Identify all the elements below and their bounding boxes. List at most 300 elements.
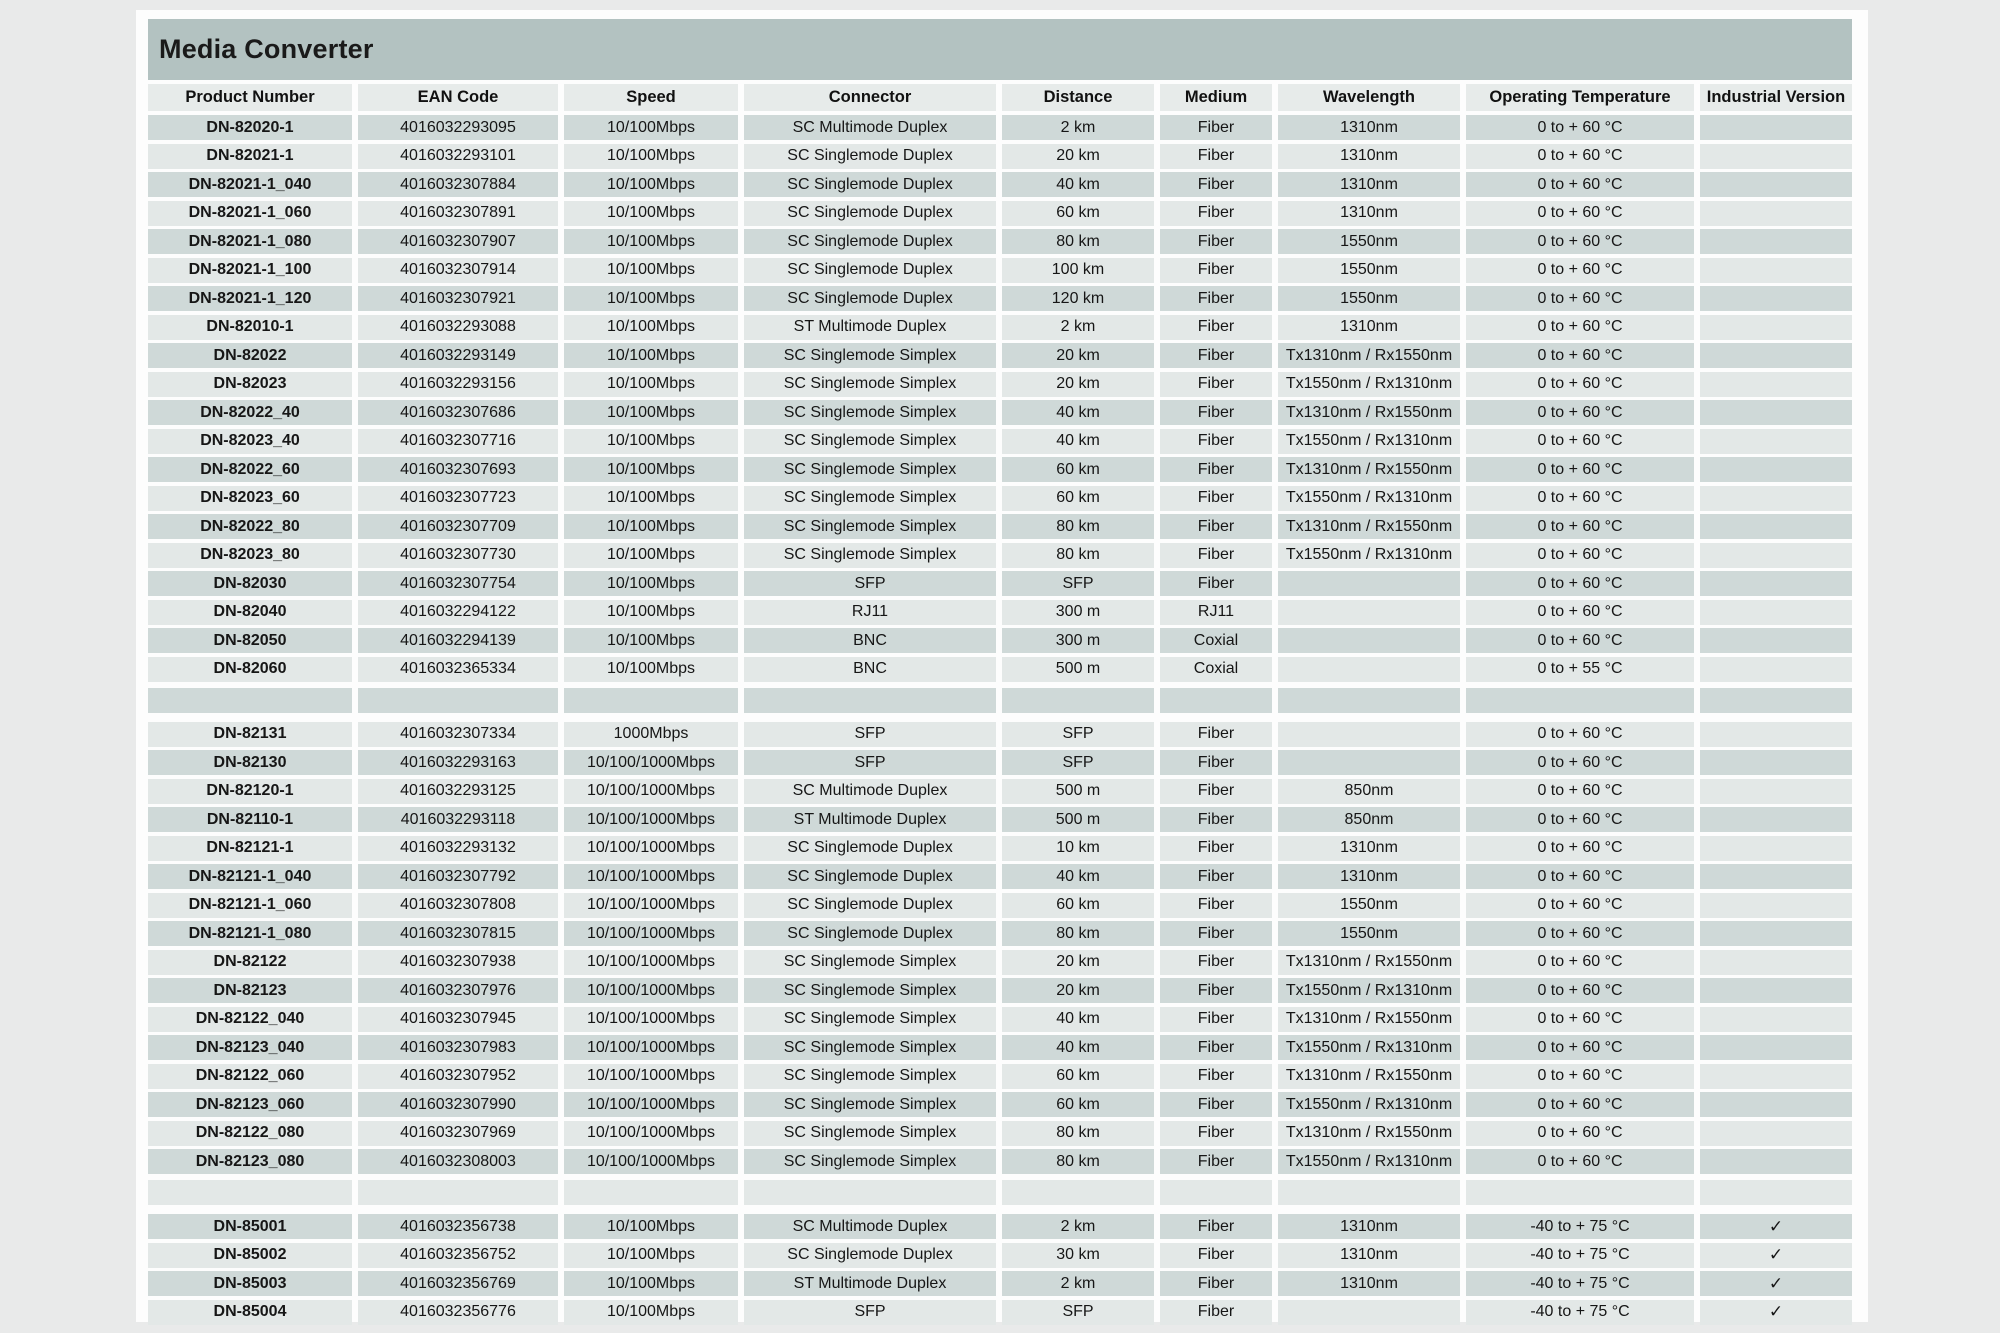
table-cell xyxy=(1700,315,1852,340)
table-cell: 80 km xyxy=(1002,543,1154,568)
table-cell xyxy=(1700,343,1852,368)
table-cell xyxy=(564,1180,738,1205)
table-cell xyxy=(1700,688,1852,713)
table-cell: DN-82021-1_040 xyxy=(148,172,352,197)
table-cell: ST Multimode Duplex xyxy=(744,807,996,832)
table-cell: SC Singlemode Simplex xyxy=(744,486,996,511)
table-row xyxy=(148,950,1852,975)
table-row xyxy=(148,1007,1852,1032)
table-cell: SFP xyxy=(744,750,996,775)
table-cell: 4016032307792 xyxy=(358,864,558,889)
table-cell: 4016032294122 xyxy=(358,600,558,625)
table-cell: 0 to + 60 °C xyxy=(1466,400,1694,425)
table-cell: DN-82023_40 xyxy=(148,429,352,454)
table-cell: 4016032307952 xyxy=(358,1064,558,1089)
table-cell: Fiber xyxy=(1160,1035,1272,1060)
table-row xyxy=(148,836,1852,861)
table-cell xyxy=(1002,688,1154,713)
table-cell: 4016032307808 xyxy=(358,893,558,918)
table-cell: Coxial xyxy=(1160,657,1272,682)
table-cell: 10/100Mbps xyxy=(564,115,738,140)
table-cell: 10/100Mbps xyxy=(564,486,738,511)
table-cell: SC Singlemode Simplex xyxy=(744,1121,996,1146)
table-cell: 10 km xyxy=(1002,836,1154,861)
table-cell: 10/100/1000Mbps xyxy=(564,836,738,861)
table-cell: DN-82122 xyxy=(148,950,352,975)
table-cell: 0 to + 60 °C xyxy=(1466,807,1694,832)
table-row xyxy=(148,486,1852,511)
table-cell: 0 to + 60 °C xyxy=(1466,1035,1694,1060)
table-cell xyxy=(1278,750,1460,775)
table-cell xyxy=(1160,1180,1272,1205)
table-cell: Fiber xyxy=(1160,229,1272,254)
table-cell: 500 m xyxy=(1002,657,1154,682)
table-cell: 0 to + 60 °C xyxy=(1466,750,1694,775)
table-cell: 10/100/1000Mbps xyxy=(564,921,738,946)
table-cell xyxy=(1700,372,1852,397)
table-cell: DN-82010-1 xyxy=(148,315,352,340)
table-cell: DN-82123_080 xyxy=(148,1149,352,1174)
column-header: Connector xyxy=(744,84,996,111)
table-cell: Tx1550nm / Rx1310nm xyxy=(1278,978,1460,1003)
table-cell: 10/100Mbps xyxy=(564,514,738,539)
industrial-version-check-icon: ✓ xyxy=(1700,1214,1852,1239)
table-cell: 0 to + 60 °C xyxy=(1466,144,1694,169)
table-cell: 10/100Mbps xyxy=(564,229,738,254)
table-cell: Fiber xyxy=(1160,1271,1272,1296)
table-cell: BNC xyxy=(744,628,996,653)
table-cell: 10/100/1000Mbps xyxy=(564,978,738,1003)
table-cell: DN-85001 xyxy=(148,1214,352,1239)
table-cell: SFP xyxy=(744,722,996,747)
table-cell xyxy=(744,688,996,713)
table-cell: 0 to + 60 °C xyxy=(1466,258,1694,283)
table-cell: Fiber xyxy=(1160,1092,1272,1117)
table-cell xyxy=(1700,1064,1852,1089)
table-cell: SC Singlemode Simplex xyxy=(744,1092,996,1117)
table-cell: 500 m xyxy=(1002,807,1154,832)
table-cell: SC Singlemode Simplex xyxy=(744,514,996,539)
table-cell: SC Singlemode Simplex xyxy=(744,1149,996,1174)
table-row xyxy=(148,893,1852,918)
table-cell xyxy=(1700,144,1852,169)
table-cell: Fiber xyxy=(1160,836,1272,861)
table-cell: Fiber xyxy=(1160,893,1272,918)
table-cell: SC Singlemode Duplex xyxy=(744,201,996,226)
table-cell: SC Singlemode Duplex xyxy=(744,286,996,311)
table-row xyxy=(148,1064,1852,1089)
table-cell xyxy=(1700,864,1852,889)
table-cell: Fiber xyxy=(1160,258,1272,283)
table-cell: 4016032307754 xyxy=(358,571,558,596)
table-cell: 1310nm xyxy=(1278,201,1460,226)
table-cell: DN-82021-1_060 xyxy=(148,201,352,226)
table-cell: 10/100Mbps xyxy=(564,457,738,482)
table-cell: 1000Mbps xyxy=(564,722,738,747)
table-cell: 10/100Mbps xyxy=(564,1243,738,1268)
table-cell: SC Singlemode Simplex xyxy=(744,429,996,454)
table-row xyxy=(148,543,1852,568)
table-cell: DN-85002 xyxy=(148,1243,352,1268)
table-cell: 0 to + 60 °C xyxy=(1466,628,1694,653)
table-cell xyxy=(1700,807,1852,832)
table-cell: SC Singlemode Duplex xyxy=(744,258,996,283)
table-cell: 4016032307730 xyxy=(358,543,558,568)
table-cell xyxy=(1278,571,1460,596)
table-cell xyxy=(1700,978,1852,1003)
table-cell: 4016032307709 xyxy=(358,514,558,539)
table-cell: 4016032307716 xyxy=(358,429,558,454)
table-cell: -40 to + 75 °C xyxy=(1466,1214,1694,1239)
table-cell: SC Singlemode Simplex xyxy=(744,978,996,1003)
table-cell: 0 to + 60 °C xyxy=(1466,1064,1694,1089)
table-cell: 4016032307969 xyxy=(358,1121,558,1146)
table-cell: 1310nm xyxy=(1278,172,1460,197)
table-cell: 4016032307983 xyxy=(358,1035,558,1060)
table-cell: DN-82023 xyxy=(148,372,352,397)
table-cell: 10/100Mbps xyxy=(564,343,738,368)
table-cell: DN-85004 xyxy=(148,1300,352,1325)
table-row xyxy=(148,115,1852,140)
table-cell: 4016032356776 xyxy=(358,1300,558,1325)
column-header: EAN Code xyxy=(358,84,558,111)
table-row xyxy=(148,457,1852,482)
title-bar xyxy=(148,19,1852,80)
table-cell: Fiber xyxy=(1160,1243,1272,1268)
table-cell: 0 to + 60 °C xyxy=(1466,1092,1694,1117)
table-cell xyxy=(1160,688,1272,713)
table-cell: 4016032308003 xyxy=(358,1149,558,1174)
table-cell: DN-82121-1 xyxy=(148,836,352,861)
table-cell: 0 to + 60 °C xyxy=(1466,514,1694,539)
table-cell: DN-82023_60 xyxy=(148,486,352,511)
page-title: Media Converter xyxy=(159,34,374,64)
table-cell: 1310nm xyxy=(1278,144,1460,169)
table-cell: Fiber xyxy=(1160,172,1272,197)
table-cell: 4016032293125 xyxy=(358,779,558,804)
table-cell: Tx1550nm / Rx1310nm xyxy=(1278,372,1460,397)
table-row xyxy=(148,172,1852,197)
table-cell: Fiber xyxy=(1160,950,1272,975)
table-cell: 0 to + 55 °C xyxy=(1466,657,1694,682)
product-table xyxy=(148,84,1852,1328)
table-cell: Fiber xyxy=(1160,457,1272,482)
table-cell xyxy=(1700,172,1852,197)
table-cell: Fiber xyxy=(1160,343,1272,368)
table-cell xyxy=(1278,722,1460,747)
table-cell: SC Multimode Duplex xyxy=(744,779,996,804)
table-cell: 20 km xyxy=(1002,978,1154,1003)
table-cell xyxy=(1700,1092,1852,1117)
table-cell: 0 to + 60 °C xyxy=(1466,372,1694,397)
table-row xyxy=(148,400,1852,425)
table-cell: 2 km xyxy=(1002,115,1154,140)
table-cell: 4016032365334 xyxy=(358,657,558,682)
table-cell: 4016032307686 xyxy=(358,400,558,425)
table-cell: Fiber xyxy=(1160,1149,1272,1174)
table-cell: 4016032293132 xyxy=(358,836,558,861)
table-cell: SC Singlemode Duplex xyxy=(744,144,996,169)
table-cell xyxy=(1700,1149,1852,1174)
table-cell: 60 km xyxy=(1002,201,1154,226)
table-cell: Tx1310nm / Rx1550nm xyxy=(1278,343,1460,368)
table-cell: Fiber xyxy=(1160,144,1272,169)
table-cell: DN-82022 xyxy=(148,343,352,368)
table-cell xyxy=(1700,1035,1852,1060)
table-cell: Fiber xyxy=(1160,1064,1272,1089)
table-cell: SC Singlemode Duplex xyxy=(744,921,996,946)
table-cell xyxy=(1700,836,1852,861)
table-cell: 4016032293156 xyxy=(358,372,558,397)
spacer-row xyxy=(148,1180,1852,1205)
table-cell: 4016032307907 xyxy=(358,229,558,254)
table-cell: SC Singlemode Duplex xyxy=(744,172,996,197)
table-cell: SC Singlemode Simplex xyxy=(744,343,996,368)
table-cell: 0 to + 60 °C xyxy=(1466,571,1694,596)
table-cell: 60 km xyxy=(1002,486,1154,511)
table-cell: 10/100Mbps xyxy=(564,1300,738,1325)
table-cell: DN-82121-1_080 xyxy=(148,921,352,946)
table-cell xyxy=(1700,1180,1852,1205)
table-cell: DN-82131 xyxy=(148,722,352,747)
table-cell: 60 km xyxy=(1002,457,1154,482)
table-cell: RJ11 xyxy=(744,600,996,625)
table-cell: SC Singlemode Duplex xyxy=(744,836,996,861)
table-cell: Fiber xyxy=(1160,1300,1272,1325)
table-cell: 1550nm xyxy=(1278,921,1460,946)
table-cell: 40 km xyxy=(1002,429,1154,454)
table-cell: 0 to + 60 °C xyxy=(1466,172,1694,197)
table-cell: Fiber xyxy=(1160,571,1272,596)
table-row xyxy=(148,1271,1852,1296)
table-row xyxy=(148,1214,1852,1239)
column-header: Medium xyxy=(1160,84,1272,111)
table-cell: 10/100/1000Mbps xyxy=(564,1121,738,1146)
table-cell: 60 km xyxy=(1002,1092,1154,1117)
table-cell: 10/100Mbps xyxy=(564,1214,738,1239)
table-cell: 1550nm xyxy=(1278,229,1460,254)
table-cell xyxy=(564,688,738,713)
table-cell: 0 to + 60 °C xyxy=(1466,864,1694,889)
table-cell xyxy=(744,1180,996,1205)
table-cell: SC Multimode Duplex xyxy=(744,115,996,140)
table-cell: 4016032307938 xyxy=(358,950,558,975)
table-cell xyxy=(1700,229,1852,254)
table-cell: Fiber xyxy=(1160,486,1272,511)
table-cell xyxy=(1700,514,1852,539)
table-cell xyxy=(1700,486,1852,511)
table-cell: Fiber xyxy=(1160,286,1272,311)
table-cell: DN-82060 xyxy=(148,657,352,682)
table-cell xyxy=(358,1180,558,1205)
table-cell: 120 km xyxy=(1002,286,1154,311)
table-cell: 1310nm xyxy=(1278,1243,1460,1268)
table-row xyxy=(148,286,1852,311)
table-cell: 0 to + 60 °C xyxy=(1466,836,1694,861)
table-cell: 0 to + 60 °C xyxy=(1466,600,1694,625)
table-cell: SC Multimode Duplex xyxy=(744,1214,996,1239)
table-cell: 10/100/1000Mbps xyxy=(564,1035,738,1060)
table-cell: Fiber xyxy=(1160,1121,1272,1146)
table-cell xyxy=(148,688,352,713)
table-cell: RJ11 xyxy=(1160,600,1272,625)
table-cell: 4016032356752 xyxy=(358,1243,558,1268)
table-row xyxy=(148,807,1852,832)
table-cell: SC Singlemode Simplex xyxy=(744,400,996,425)
table-row xyxy=(148,722,1852,747)
table-cell: Tx1550nm / Rx1310nm xyxy=(1278,486,1460,511)
table-cell: Fiber xyxy=(1160,372,1272,397)
table-row xyxy=(148,201,1852,226)
table-cell: DN-82123_040 xyxy=(148,1035,352,1060)
table-cell: 1310nm xyxy=(1278,836,1460,861)
table-cell: Tx1550nm / Rx1310nm xyxy=(1278,1092,1460,1117)
table-cell: Fiber xyxy=(1160,514,1272,539)
table-cell: 4016032307976 xyxy=(358,978,558,1003)
table-row xyxy=(148,429,1852,454)
table-cell xyxy=(1700,750,1852,775)
table-cell: SC Singlemode Simplex xyxy=(744,372,996,397)
table-cell: Fiber xyxy=(1160,750,1272,775)
table-cell: 1550nm xyxy=(1278,286,1460,311)
table-cell xyxy=(1700,115,1852,140)
table-cell: 10/100Mbps xyxy=(564,144,738,169)
table-cell xyxy=(1700,1121,1852,1146)
table-cell: Tx1310nm / Rx1550nm xyxy=(1278,1064,1460,1089)
table-cell: Fiber xyxy=(1160,921,1272,946)
table-cell: 20 km xyxy=(1002,343,1154,368)
table-cell: DN-82020-1 xyxy=(148,115,352,140)
table-row xyxy=(148,1300,1852,1325)
table-cell: 0 to + 60 °C xyxy=(1466,343,1694,368)
table-row xyxy=(148,864,1852,889)
table-cell: 10/100Mbps xyxy=(564,315,738,340)
table-cell xyxy=(358,688,558,713)
table-cell xyxy=(1466,688,1694,713)
table-row xyxy=(148,315,1852,340)
table-cell: 20 km xyxy=(1002,144,1154,169)
table-row xyxy=(148,978,1852,1003)
table-cell: DN-82022_60 xyxy=(148,457,352,482)
table-cell: 1310nm xyxy=(1278,315,1460,340)
table-cell xyxy=(1700,600,1852,625)
page-card xyxy=(136,10,1868,1322)
table-cell: ST Multimode Duplex xyxy=(744,315,996,340)
column-header: Product Number xyxy=(148,84,352,111)
table-cell: 0 to + 60 °C xyxy=(1466,779,1694,804)
industrial-version-check-icon: ✓ xyxy=(1700,1300,1852,1325)
table-cell: Fiber xyxy=(1160,115,1272,140)
table-cell: 4016032293118 xyxy=(358,807,558,832)
table-cell: Fiber xyxy=(1160,864,1272,889)
table-cell: SC Singlemode Simplex xyxy=(744,543,996,568)
table-cell: SFP xyxy=(1002,722,1154,747)
table-cell: 80 km xyxy=(1002,1149,1154,1174)
table-cell: 10/100Mbps xyxy=(564,258,738,283)
table-cell: 0 to + 60 °C xyxy=(1466,893,1694,918)
table-cell: 40 km xyxy=(1002,172,1154,197)
table-cell: 10/100/1000Mbps xyxy=(564,864,738,889)
table-row xyxy=(148,514,1852,539)
table-cell: Fiber xyxy=(1160,807,1272,832)
table-cell: 850nm xyxy=(1278,807,1460,832)
table-cell: Fiber xyxy=(1160,779,1272,804)
table-cell: 4016032293149 xyxy=(358,343,558,368)
table-cell: 1550nm xyxy=(1278,258,1460,283)
column-header: Distance xyxy=(1002,84,1154,111)
table-cell xyxy=(1700,1007,1852,1032)
table-cell: 10/100Mbps xyxy=(564,1271,738,1296)
table-cell: 4016032294139 xyxy=(358,628,558,653)
table-cell: SC Singlemode Duplex xyxy=(744,229,996,254)
table-cell: SC Singlemode Duplex xyxy=(744,864,996,889)
table-row xyxy=(148,657,1852,682)
table-cell: SC Singlemode Simplex xyxy=(744,457,996,482)
table-cell: 60 km xyxy=(1002,893,1154,918)
table-cell: 10/100Mbps xyxy=(564,172,738,197)
table-cell: 300 m xyxy=(1002,600,1154,625)
table-cell xyxy=(1278,628,1460,653)
table-cell: DN-82040 xyxy=(148,600,352,625)
table-cell: Fiber xyxy=(1160,201,1272,226)
table-cell: DN-82122_040 xyxy=(148,1007,352,1032)
table-cell: 0 to + 60 °C xyxy=(1466,921,1694,946)
table-cell: 4016032307921 xyxy=(358,286,558,311)
spacer-row xyxy=(148,688,1852,713)
table-cell: 4016032307693 xyxy=(358,457,558,482)
table-cell xyxy=(1700,921,1852,946)
table-cell: 10/100Mbps xyxy=(564,286,738,311)
table-cell: 10/100Mbps xyxy=(564,657,738,682)
table-cell: Fiber xyxy=(1160,315,1272,340)
table-cell: 0 to + 60 °C xyxy=(1466,486,1694,511)
table-cell xyxy=(1700,950,1852,975)
table-row xyxy=(148,1149,1852,1174)
table-row xyxy=(148,1243,1852,1268)
table-cell: 40 km xyxy=(1002,1035,1154,1060)
table-row xyxy=(148,750,1852,775)
table-cell: Tx1550nm / Rx1310nm xyxy=(1278,1035,1460,1060)
table-cell: -40 to + 75 °C xyxy=(1466,1300,1694,1325)
table-row xyxy=(148,779,1852,804)
table-cell: SFP xyxy=(1002,750,1154,775)
table-cell: 850nm xyxy=(1278,779,1460,804)
table-cell: ST Multimode Duplex xyxy=(744,1271,996,1296)
table-cell: 4016032356738 xyxy=(358,1214,558,1239)
table-cell: DN-82021-1 xyxy=(148,144,352,169)
table-cell: BNC xyxy=(744,657,996,682)
table-row xyxy=(148,600,1852,625)
table-cell: 80 km xyxy=(1002,1121,1154,1146)
table-cell: 0 to + 60 °C xyxy=(1466,950,1694,975)
table-cell: Tx1550nm / Rx1310nm xyxy=(1278,543,1460,568)
table-cell: 0 to + 60 °C xyxy=(1466,457,1694,482)
table-cell: 4016032307723 xyxy=(358,486,558,511)
table-cell xyxy=(1278,1180,1460,1205)
table-cell: 60 km xyxy=(1002,1064,1154,1089)
table-cell: Fiber xyxy=(1160,722,1272,747)
table-cell xyxy=(148,1180,352,1205)
table-cell: 0 to + 60 °C xyxy=(1466,429,1694,454)
table-cell: 0 to + 60 °C xyxy=(1466,1007,1694,1032)
table-cell: Fiber xyxy=(1160,1214,1272,1239)
table-cell: 20 km xyxy=(1002,372,1154,397)
table-cell: DN-82050 xyxy=(148,628,352,653)
industrial-version-check-icon: ✓ xyxy=(1700,1271,1852,1296)
table-cell: DN-82120-1 xyxy=(148,779,352,804)
table-cell: 10/100/1000Mbps xyxy=(564,1064,738,1089)
table-row xyxy=(148,229,1852,254)
